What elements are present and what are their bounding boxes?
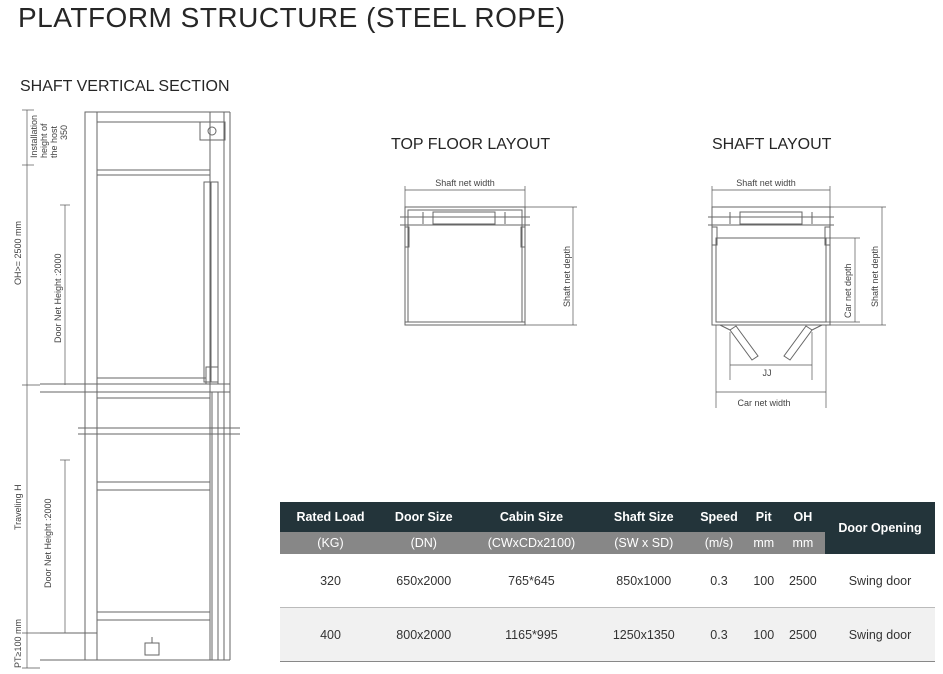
jj-label: JJ bbox=[762, 368, 772, 378]
cell-rated-load: 400 bbox=[280, 608, 381, 662]
install-height-value: 350 bbox=[59, 124, 69, 140]
header-speed: Speed bbox=[691, 502, 747, 532]
door-net-height-bottom-label: Door Net Height :2000 bbox=[43, 498, 53, 588]
cell-speed: 0.3 bbox=[691, 554, 747, 608]
cell-rated-load: 320 bbox=[280, 554, 381, 608]
header-oh: OH bbox=[781, 502, 825, 532]
install-height-label-2: height of bbox=[39, 123, 49, 158]
cell-speed: 0.3 bbox=[691, 608, 747, 662]
shaft-vertical-section-heading: SHAFT VERTICAL SECTION bbox=[20, 78, 230, 95]
header-cabin-size: Cabin Size bbox=[467, 502, 597, 532]
install-height-label-3: the host bbox=[49, 125, 59, 158]
cell-shaft-size: 1250x1350 bbox=[596, 608, 691, 662]
unit-speed: (m/s) bbox=[691, 532, 747, 554]
shaft-net-depth-label: Shaft net depth bbox=[562, 245, 572, 307]
cell-door-size: 800x2000 bbox=[381, 608, 467, 662]
cell-cabin-size: 1165*995 bbox=[467, 608, 597, 662]
top-floor-layout-heading: TOP FLOOR LAYOUT bbox=[391, 136, 551, 153]
unit-oh: mm bbox=[781, 532, 825, 554]
shaft-layout-net-depth-label: Shaft net depth bbox=[870, 245, 880, 307]
cell-door-opening: Swing door bbox=[825, 608, 935, 662]
shaft-layout-drawing bbox=[700, 170, 900, 415]
car-net-width-label: Car net width bbox=[737, 398, 791, 408]
unit-rated-load: (KG) bbox=[280, 532, 381, 554]
cell-oh: 2500 bbox=[781, 554, 825, 608]
table-row bbox=[280, 608, 935, 662]
cell-door-size: 650x2000 bbox=[381, 554, 467, 608]
header-shaft-size: Shaft Size bbox=[596, 502, 691, 532]
unit-door-size: (DN) bbox=[381, 532, 467, 554]
header-rated-load: Rated Load bbox=[280, 502, 381, 532]
unit-shaft-size: (SW x SD) bbox=[596, 532, 691, 554]
install-height-label-1: Installation bbox=[29, 114, 39, 158]
shaft-net-width-label: Shaft net width bbox=[435, 178, 495, 188]
spec-table bbox=[280, 502, 935, 662]
unit-pit: mm bbox=[747, 532, 781, 554]
unit-cabin-size: (CWxCDx2100) bbox=[467, 532, 597, 554]
table-header-row bbox=[280, 502, 935, 532]
table-row bbox=[280, 554, 935, 608]
pit-label: PT≥100 mm bbox=[13, 619, 23, 668]
header-door-opening: Door Opening bbox=[825, 502, 935, 554]
top-floor-layout-drawing bbox=[395, 170, 585, 340]
header-pit: Pit bbox=[747, 502, 781, 532]
cell-door-opening: Swing door bbox=[825, 554, 935, 608]
shaft-layout-heading: SHAFT LAYOUT bbox=[712, 136, 832, 153]
header-door-size: Door Size bbox=[381, 502, 467, 532]
cell-shaft-size: 850x1000 bbox=[596, 554, 691, 608]
cell-cabin-size: 765*645 bbox=[467, 554, 597, 608]
cell-pit: 100 bbox=[747, 608, 781, 662]
page-title: PLATFORM STRUCTURE (STEEL ROPE) bbox=[18, 2, 566, 33]
door-net-height-top-label: Door Net Height :2000 bbox=[53, 253, 63, 343]
car-net-depth-label: Car net depth bbox=[843, 263, 853, 318]
cell-oh: 2500 bbox=[781, 608, 825, 662]
traveling-h-label: Traveling H bbox=[13, 484, 23, 530]
oh-label: OH>= 2500 mm bbox=[13, 220, 23, 285]
shaft-layout-net-width-label: Shaft net width bbox=[736, 178, 796, 188]
cell-pit: 100 bbox=[747, 554, 781, 608]
